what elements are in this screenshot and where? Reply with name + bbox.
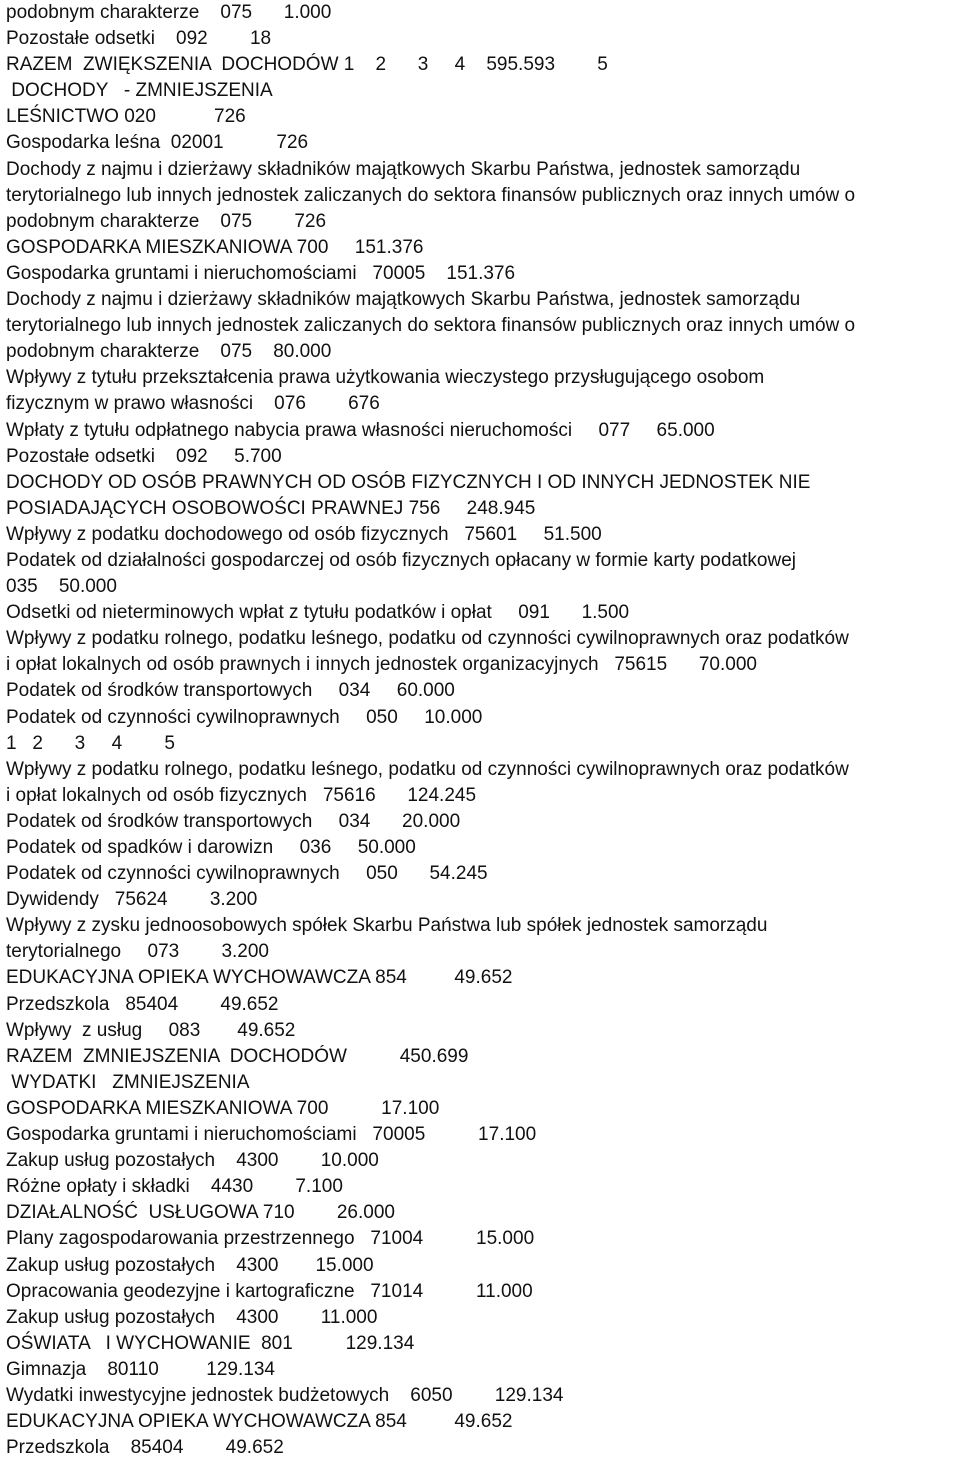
text-line: GOSPODARKA MIESZKANIOWA 700 151.376 bbox=[6, 236, 424, 258]
text-line: RAZEM ZWIĘKSZENIA DOCHODÓW 1 2 3 4 595.593 5 bbox=[6, 54, 608, 76]
text-line: DOCHODY OD OSÓB PRAWNYCH OD OSÓB FIZYCZNYCH I OD INNYCH JEDNOSTEK NIE bbox=[6, 471, 811, 493]
text-line: podobnym charakterze 075 726 bbox=[6, 210, 327, 232]
text-line: Podatek od spadków i darowizn 036 50.000 bbox=[6, 837, 416, 858]
text-line: Gimnazja 80110 129.134 bbox=[6, 1358, 275, 1380]
text-line: Pozostałe odsetki 092 18 bbox=[6, 28, 272, 50]
text-line: Podatek od środków transportowych 034 60.000 bbox=[6, 680, 455, 702]
text-line: POSIADAJĄCYCH OSOBOWOŚCI PRAWNEJ 756 248.945 bbox=[6, 497, 536, 519]
text-line: Podatek od czynności cywilnoprawnych 050 54.245 bbox=[6, 863, 488, 885]
text-line: Dochody z najmu i dzierżawy składników majątkowych Skarbu Państwa, jednostek samorządu bbox=[6, 289, 801, 311]
text-line: LEŚNICTWO 020 726 bbox=[6, 106, 246, 128]
text-line: Gospodarka gruntami i nieruchomościami 70005 17.100 bbox=[6, 1124, 537, 1146]
text-line: DOCHODY - ZMNIEJSZENIA bbox=[6, 80, 273, 102]
text-line: Podatek od środków transportowych 034 20.000 bbox=[6, 810, 461, 832]
text-line: Wpływy z usług 083 49.652 bbox=[6, 1019, 296, 1041]
text-line: Wydatki inwestycyjne jednostek budżetowych 6050 129.134 bbox=[6, 1384, 564, 1406]
text-line: Plany zagospodarowania przestrzennego 71004 15.000 bbox=[6, 1228, 535, 1250]
text-line: OŚWIATA I WYCHOWANIE 801 129.134 bbox=[6, 1332, 415, 1354]
text-line: Wpłaty z tytułu odpłatnego nabycia prawa własności nieruchomości 077 65.000 bbox=[6, 419, 715, 441]
text-line: fizycznym w prawo własności 076 676 bbox=[6, 393, 380, 415]
text-line: podobnym charakterze 075 1.000 bbox=[6, 2, 332, 23]
text-line: 035 50.000 bbox=[6, 576, 117, 598]
text-line: Wpływy z podatku dochodowego od osób fizycznych 75601 51.500 bbox=[6, 523, 602, 545]
text-line: GOSPODARKA MIESZKANIOWA 700 17.100 bbox=[6, 1097, 440, 1119]
text-line: terytorialnego lub innych jednostek zaliczanych do sektora finansów publicznych oraz innych umów o bbox=[6, 184, 856, 206]
text-line: Wpływy z podatku rolnego, podatku leśnego, podatku od czynności cywilnoprawnych oraz podatków bbox=[6, 758, 849, 780]
text-line: Dywidendy 75624 3.200 bbox=[6, 889, 258, 911]
text-line: WYDATKI ZMNIEJSZENIA bbox=[6, 1071, 250, 1093]
text-line: 1 2 3 4 5 bbox=[6, 732, 175, 754]
text-line: Różne opłaty i składki 4430 7.100 bbox=[6, 1176, 343, 1198]
text-line: Gospodarka gruntami i nieruchomościami 70005 151.376 bbox=[6, 262, 516, 284]
text-line: Odsetki od nieterminowych wpłat z tytułu podatków i opłat 091 1.500 bbox=[6, 602, 630, 624]
text-line: Gospodarka leśna 02001 726 bbox=[6, 132, 309, 154]
text-line: Zakup usług pozostałych 4300 15.000 bbox=[6, 1254, 374, 1276]
text-line: Przedszkola 85404 49.652 bbox=[6, 993, 279, 1015]
text-line: Pozostałe odsetki 092 5.700 bbox=[6, 445, 282, 467]
text-line: Zakup usług pozostałych 4300 10.000 bbox=[6, 1150, 379, 1172]
text-line: Opracowania geodezyjne i kartograficzne 71014 11.000 bbox=[6, 1280, 533, 1302]
text-line: EDUKACYJNA OPIEKA WYCHOWAWCZA 854 49.652 bbox=[6, 1411, 513, 1433]
text-line: EDUKACYJNA OPIEKA WYCHOWAWCZA 854 49.652 bbox=[6, 967, 513, 989]
text-line: Wpływy z tytułu przekształcenia prawa użytkowania wieczystego przysługującego osobom bbox=[6, 367, 765, 389]
text-line: Podatek od czynności cywilnoprawnych 050 10.000 bbox=[6, 706, 483, 728]
text-line: Wpływy z zysku jednoosobowych spółek Skarbu Państwa lub spółek jednostek samorządu bbox=[6, 915, 768, 937]
text-line: RAZEM ZMNIEJSZENIA DOCHODÓW 450.699 bbox=[6, 1045, 469, 1067]
text-line: Dochody z najmu i dzierżawy składników majątkowych Skarbu Państwa, jednostek samorządu bbox=[6, 158, 801, 180]
text-line: terytorialnego 073 3.200 bbox=[6, 941, 269, 963]
text-line: i opłat lokalnych od osób fizycznych 75616 124.245 bbox=[6, 784, 477, 806]
text-line: DZIAŁALNOŚĆ USŁUGOWA 710 26.000 bbox=[6, 1202, 395, 1224]
text-line: Zakup usług pozostałych 4300 11.000 bbox=[6, 1306, 378, 1328]
text-line: terytorialnego lub innych jednostek zaliczanych do sektora finansów publicznych oraz innych umów o bbox=[6, 315, 856, 337]
text-line: i opłat lokalnych od osób prawnych i innych jednostek organizacyjnych 75615 70.000 bbox=[6, 654, 757, 676]
text-line: podobnym charakterze 075 80.000 bbox=[6, 341, 332, 363]
text-line: Podatek od działalności gospodarczej od osób fizycznych opłacany w formie karty podatkowej bbox=[6, 549, 796, 571]
text-line: Przedszkola 85404 49.652 bbox=[6, 1437, 284, 1459]
text-line: Wpływy z podatku rolnego, podatku leśnego, podatku od czynności cywilnoprawnych oraz podatków bbox=[6, 628, 849, 650]
